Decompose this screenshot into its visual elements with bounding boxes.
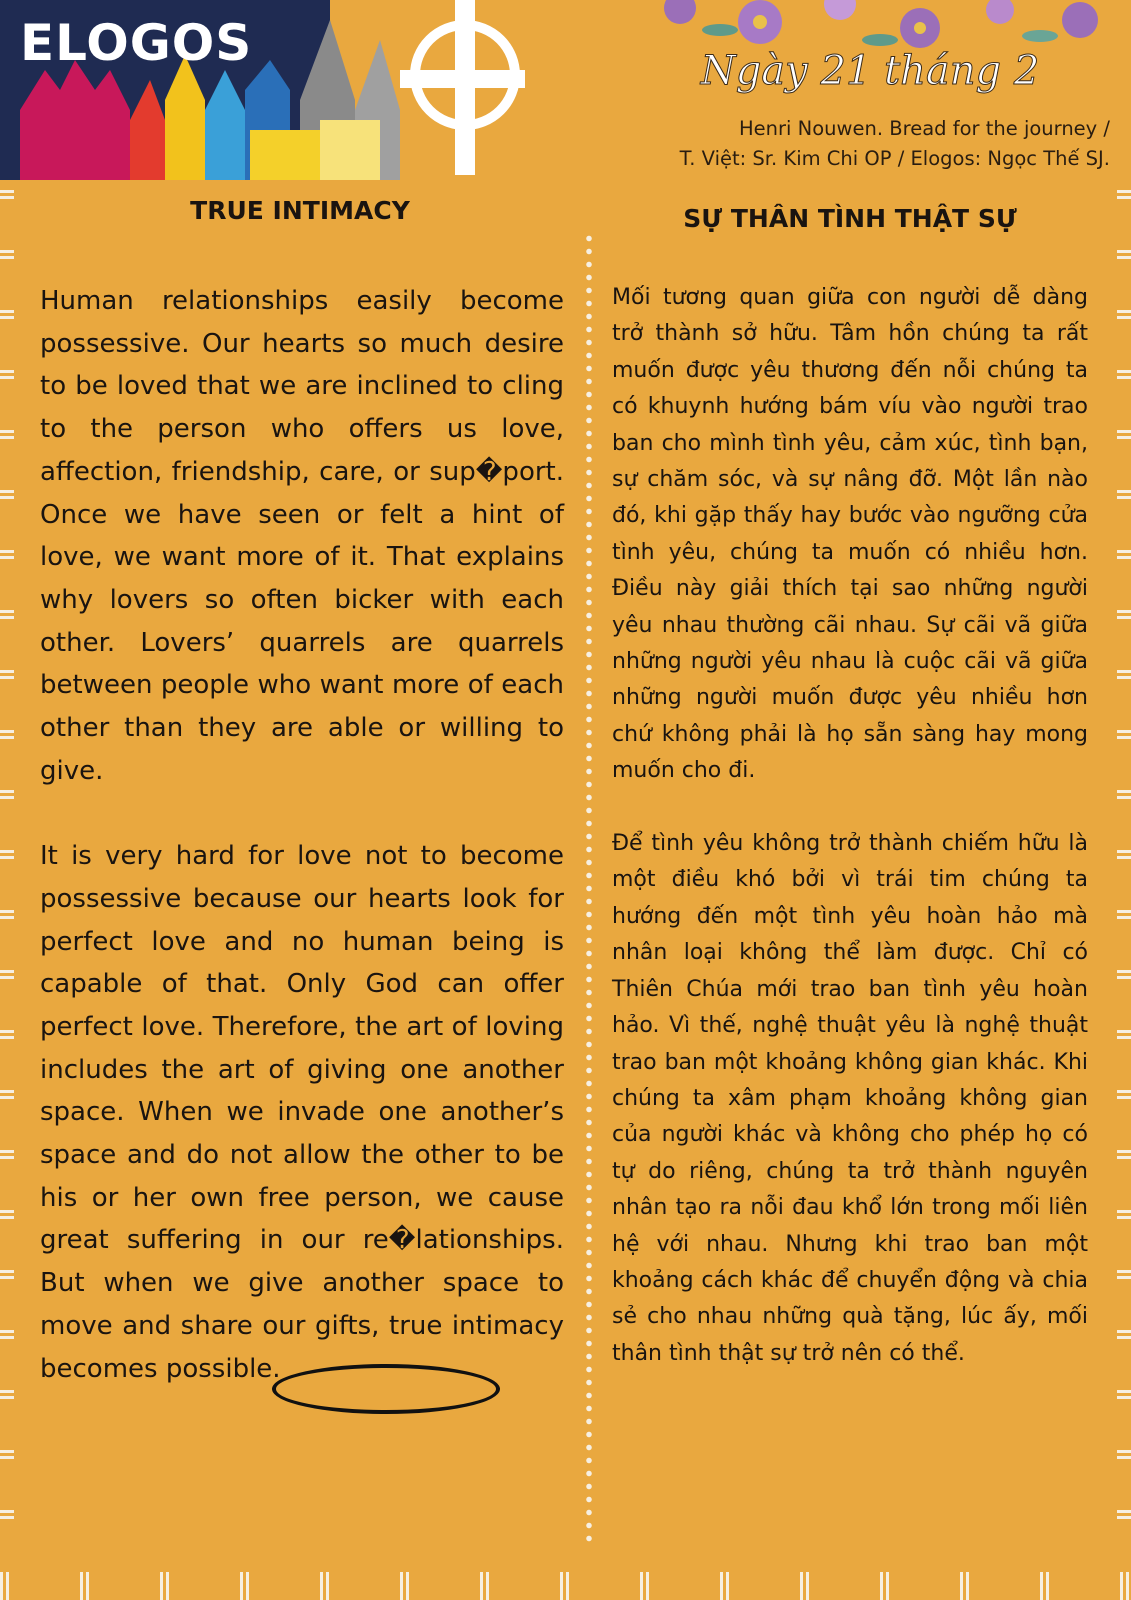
logo-text: ELOGOS [20, 14, 253, 72]
bottom-decorative-border [0, 1572, 1131, 1600]
credit-line-1: Henri Nouwen. Bread for the journey / [739, 117, 1110, 140]
credit-text [590, 114, 1110, 174]
vietnamese-paragraph-1: Mối tương quan giữa con người dễ dàng trở thành sở hữu. Tâm hồn chúng ta rất muốn được yêu thương đến nỗi chúng ta có khuynh hướng bám víu vào người trao ban cho mình tình yêu, cảm xúc, tình bạn, sự chăm sóc, và sự nâng đỡ. Một lần nào đó, khi gặp thấy hay bước vào ngưỡng cửa tình yêu, chúng ta muốn có nhiều hơn. Điều này giải thích tại sao những người yêu nhau thường cãi nhau. Sự cãi vã giữa những người yêu nhau là cuộc cãi vã giữa những người muốn được yêu nhiều hơn chứ không phải là họ sẵn sàng hay mong muốn cho đi. [612, 285, 1088, 784]
vietnamese-column [612, 280, 1088, 1372]
left-decorative-border [0, 190, 14, 1570]
english-paragraph-2: It is very hard for love not to become possessive because our hearts look for perfect love and no human being is capable of that. Only God can offer perfect love. Therefore, the art of loving includes the art of giving one another space. When we invade one another’s space and do not allow the other to be his or her own free person, we cause great suffering in our re�lationships. But when we give another space to move and share our gifts, true intimacy becomes possible. [40, 841, 564, 1384]
right-decorative-border [1117, 190, 1131, 1570]
english-paragraph-1: Human relationships easily become possessive. Our hearts so much desire to be loved that we are inclined to cling to the person who offers us love, affection, friendship, care, or sup�port. Once we have seen or felt a hint of love, we want more of it. That explains why lovers so often bicker with each other. Lovers’ quarrels are quarrels between people who want more of each other than they are able or willing to give. [40, 286, 564, 786]
english-column [40, 280, 564, 1390]
date-heading: Ngày 21 tháng 2 [700, 48, 1040, 94]
hand-drawn-circle-mark [272, 1364, 500, 1414]
credit-line-2: T. Việt: Sr. Kim Chi OP / Elogos: Ngọc Thế SJ. [679, 147, 1110, 170]
english-title: TRUE INTIMACY [190, 196, 410, 225]
vietnamese-title: SỰ THÂN TÌNH THẬT SỰ [683, 204, 1017, 233]
vietnamese-paragraph-2: Để tình yêu không trở thành chiếm hữu là một điều khó bởi vì trái tim chúng ta hướng đến một tình yêu hoàn hảo mà nhân loại không thể làm được. Chỉ có Thiên Chúa mới trao ban tình yêu hoàn hảo. Vì thế, nghệ thuật yêu là nghệ thuật trao ban một khoảng không gian khác. Khi chúng ta xâm phạm khoảng không gian của người khác và không cho phép họ có tự do riêng, chúng ta trở thành nguyên nhân tạo ra nỗi đau khổ lớn trong mối liên hệ với nhau. Nhưng khi trao ban một khoảng cách khác để chuyển động và chia sẻ cho nhau những quà tặng, lúc ấy, mối thân tình thật sự trở nên có thể. [612, 831, 1088, 1366]
column-divider [586, 232, 592, 1542]
logo-banner [0, 0, 530, 180]
